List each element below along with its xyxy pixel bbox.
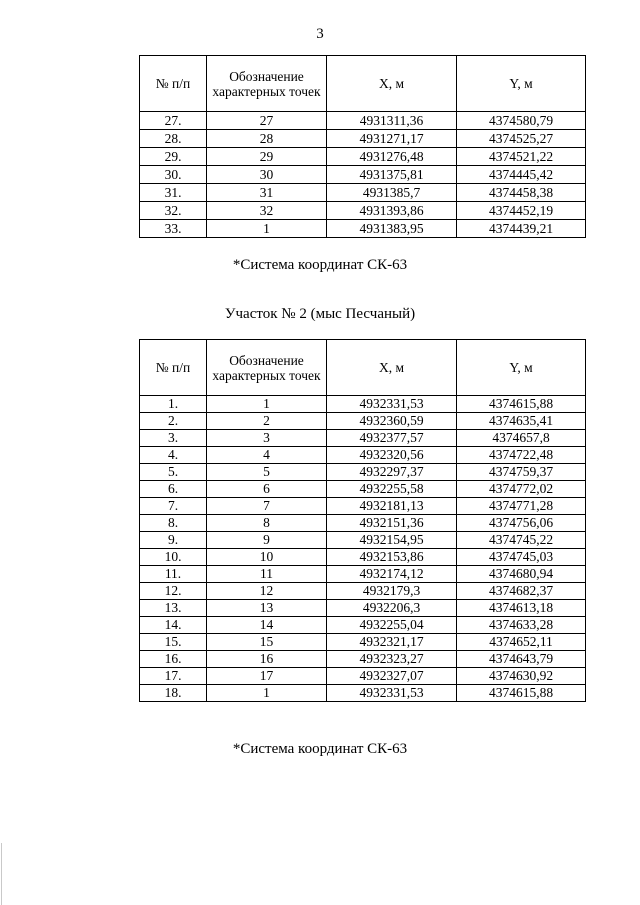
table-row (140, 685, 586, 702)
table-row (140, 617, 586, 634)
cell-y: 4374633,28 (457, 617, 586, 634)
table-row (140, 464, 586, 481)
table-row (140, 148, 586, 166)
cell-x: 4931375,81 (327, 166, 457, 184)
cell-point: 28 (207, 130, 327, 148)
cell-x: 4932377,57 (327, 430, 457, 447)
cell-point: 27 (207, 112, 327, 130)
cell-x: 4932153,86 (327, 549, 457, 566)
cell-y: 4374630,92 (457, 668, 586, 685)
table-row (140, 447, 586, 464)
cell-number: 3. (140, 430, 207, 447)
cell-x: 4931271,17 (327, 130, 457, 148)
table-row (140, 532, 586, 549)
cell-x: 4932154,95 (327, 532, 457, 549)
cell-x: 4932151,36 (327, 515, 457, 532)
cell-point: 3 (207, 430, 327, 447)
column-header-point: Обозначение характерных точек (207, 340, 327, 396)
cell-y: 4374613,18 (457, 600, 586, 617)
cell-y: 4374643,79 (457, 651, 586, 668)
cell-number: 10. (140, 549, 207, 566)
cell-x: 4932179,3 (327, 583, 457, 600)
coordinate-system-note: *Система координат СК-63 (232, 257, 408, 273)
cell-number: 13. (140, 600, 207, 617)
page-number: 3 (316, 26, 324, 42)
cell-y: 4374615,88 (457, 685, 586, 702)
section-title: Участок № 2 (мыс Песчаный) (224, 306, 416, 322)
cell-point: 1 (207, 396, 327, 413)
cell-point: 15 (207, 634, 327, 651)
cell-y: 4374722,48 (457, 447, 586, 464)
cell-y: 4374580,79 (457, 112, 586, 130)
column-header-y: Y, м (457, 340, 586, 396)
cell-number: 7. (140, 498, 207, 515)
cell-y: 4374771,28 (457, 498, 586, 515)
cell-y: 4374452,19 (457, 202, 586, 220)
cell-number: 16. (140, 651, 207, 668)
cell-point: 32 (207, 202, 327, 220)
coordinates-table-2 (139, 339, 586, 702)
table-row (140, 430, 586, 447)
table-row (140, 566, 586, 583)
cell-x: 4932320,56 (327, 447, 457, 464)
column-header-y: Y, м (457, 56, 586, 112)
cell-number: 9. (140, 532, 207, 549)
table-row (140, 634, 586, 651)
cell-y: 4374657,8 (457, 430, 586, 447)
cell-x: 4931383,95 (327, 220, 457, 238)
table-row (140, 184, 586, 202)
cell-y: 4374458,38 (457, 184, 586, 202)
cell-x: 4932327,07 (327, 668, 457, 685)
cell-point: 10 (207, 549, 327, 566)
cell-number: 11. (140, 566, 207, 583)
cell-number: 14. (140, 617, 207, 634)
cell-x: 4931393,86 (327, 202, 457, 220)
cell-x: 4931276,48 (327, 148, 457, 166)
cell-point: 2 (207, 413, 327, 430)
cell-number: 12. (140, 583, 207, 600)
table-row (140, 413, 586, 430)
cell-y: 4374745,03 (457, 549, 586, 566)
cell-x: 4932331,53 (327, 396, 457, 413)
cell-point: 17 (207, 668, 327, 685)
table-row (140, 498, 586, 515)
cell-number: 33. (140, 220, 207, 238)
cell-point: 5 (207, 464, 327, 481)
table-row (140, 651, 586, 668)
table-1-body (140, 112, 586, 238)
cell-point: 12 (207, 583, 327, 600)
coordinate-system-note: *Система координат СК-63 (232, 741, 408, 757)
cell-number: 27. (140, 112, 207, 130)
cell-number: 8. (140, 515, 207, 532)
cell-point: 9 (207, 532, 327, 549)
cell-x: 4931385,7 (327, 184, 457, 202)
cell-y: 4374756,06 (457, 515, 586, 532)
cell-point: 30 (207, 166, 327, 184)
cell-x: 4932360,59 (327, 413, 457, 430)
cell-x: 4932297,37 (327, 464, 457, 481)
table-row (140, 166, 586, 184)
table-row (140, 202, 586, 220)
cell-x: 4931311,36 (327, 112, 457, 130)
table-row (140, 481, 586, 498)
cell-point: 6 (207, 481, 327, 498)
table-row (140, 515, 586, 532)
cell-y: 4374635,41 (457, 413, 586, 430)
column-header-point: Обозначение характерных точек (207, 56, 327, 112)
cell-number: 29. (140, 148, 207, 166)
table-row (140, 583, 586, 600)
cell-number: 31. (140, 184, 207, 202)
column-header-x: X, м (327, 56, 457, 112)
table-row (140, 600, 586, 617)
cell-number: 15. (140, 634, 207, 651)
cell-y: 4374745,22 (457, 532, 586, 549)
cell-x: 4932321,17 (327, 634, 457, 651)
cell-x: 4932255,58 (327, 481, 457, 498)
table-header-row (140, 340, 586, 396)
cell-number: 32. (140, 202, 207, 220)
table-row (140, 396, 586, 413)
cell-point: 11 (207, 566, 327, 583)
cell-point: 7 (207, 498, 327, 515)
cell-x: 4932255,04 (327, 617, 457, 634)
scan-margin-line (1, 843, 2, 905)
cell-number: 2. (140, 413, 207, 430)
table-header-row (140, 56, 586, 112)
cell-x: 4932181,13 (327, 498, 457, 515)
cell-number: 17. (140, 668, 207, 685)
cell-number: 4. (140, 447, 207, 464)
cell-number: 6. (140, 481, 207, 498)
cell-y: 4374652,11 (457, 634, 586, 651)
cell-y: 4374439,21 (457, 220, 586, 238)
cell-y: 4374682,37 (457, 583, 586, 600)
cell-point: 13 (207, 600, 327, 617)
cell-y: 4374445,42 (457, 166, 586, 184)
cell-number: 28. (140, 130, 207, 148)
cell-point: 1 (207, 220, 327, 238)
cell-point: 1 (207, 685, 327, 702)
table-row (140, 549, 586, 566)
cell-x: 4932174,12 (327, 566, 457, 583)
cell-number: 1. (140, 396, 207, 413)
cell-point: 14 (207, 617, 327, 634)
table-2-body (140, 396, 586, 702)
cell-point: 16 (207, 651, 327, 668)
cell-x: 4932206,3 (327, 600, 457, 617)
cell-y: 4374680,94 (457, 566, 586, 583)
table-row (140, 220, 586, 238)
cell-y: 4374521,22 (457, 148, 586, 166)
cell-x: 4932323,27 (327, 651, 457, 668)
table-row (140, 668, 586, 685)
cell-point: 8 (207, 515, 327, 532)
table-row (140, 112, 586, 130)
cell-number: 30. (140, 166, 207, 184)
cell-y: 4374759,37 (457, 464, 586, 481)
cell-y: 4374772,02 (457, 481, 586, 498)
column-header-number: № п/п (140, 56, 207, 112)
cell-y: 4374525,27 (457, 130, 586, 148)
cell-point: 31 (207, 184, 327, 202)
cell-y: 4374615,88 (457, 396, 586, 413)
cell-point: 29 (207, 148, 327, 166)
cell-x: 4932331,53 (327, 685, 457, 702)
table-row (140, 130, 586, 148)
coordinates-table-1 (139, 55, 586, 238)
cell-point: 4 (207, 447, 327, 464)
column-header-number: № п/п (140, 340, 207, 396)
cell-number: 18. (140, 685, 207, 702)
column-header-x: X, м (327, 340, 457, 396)
cell-number: 5. (140, 464, 207, 481)
